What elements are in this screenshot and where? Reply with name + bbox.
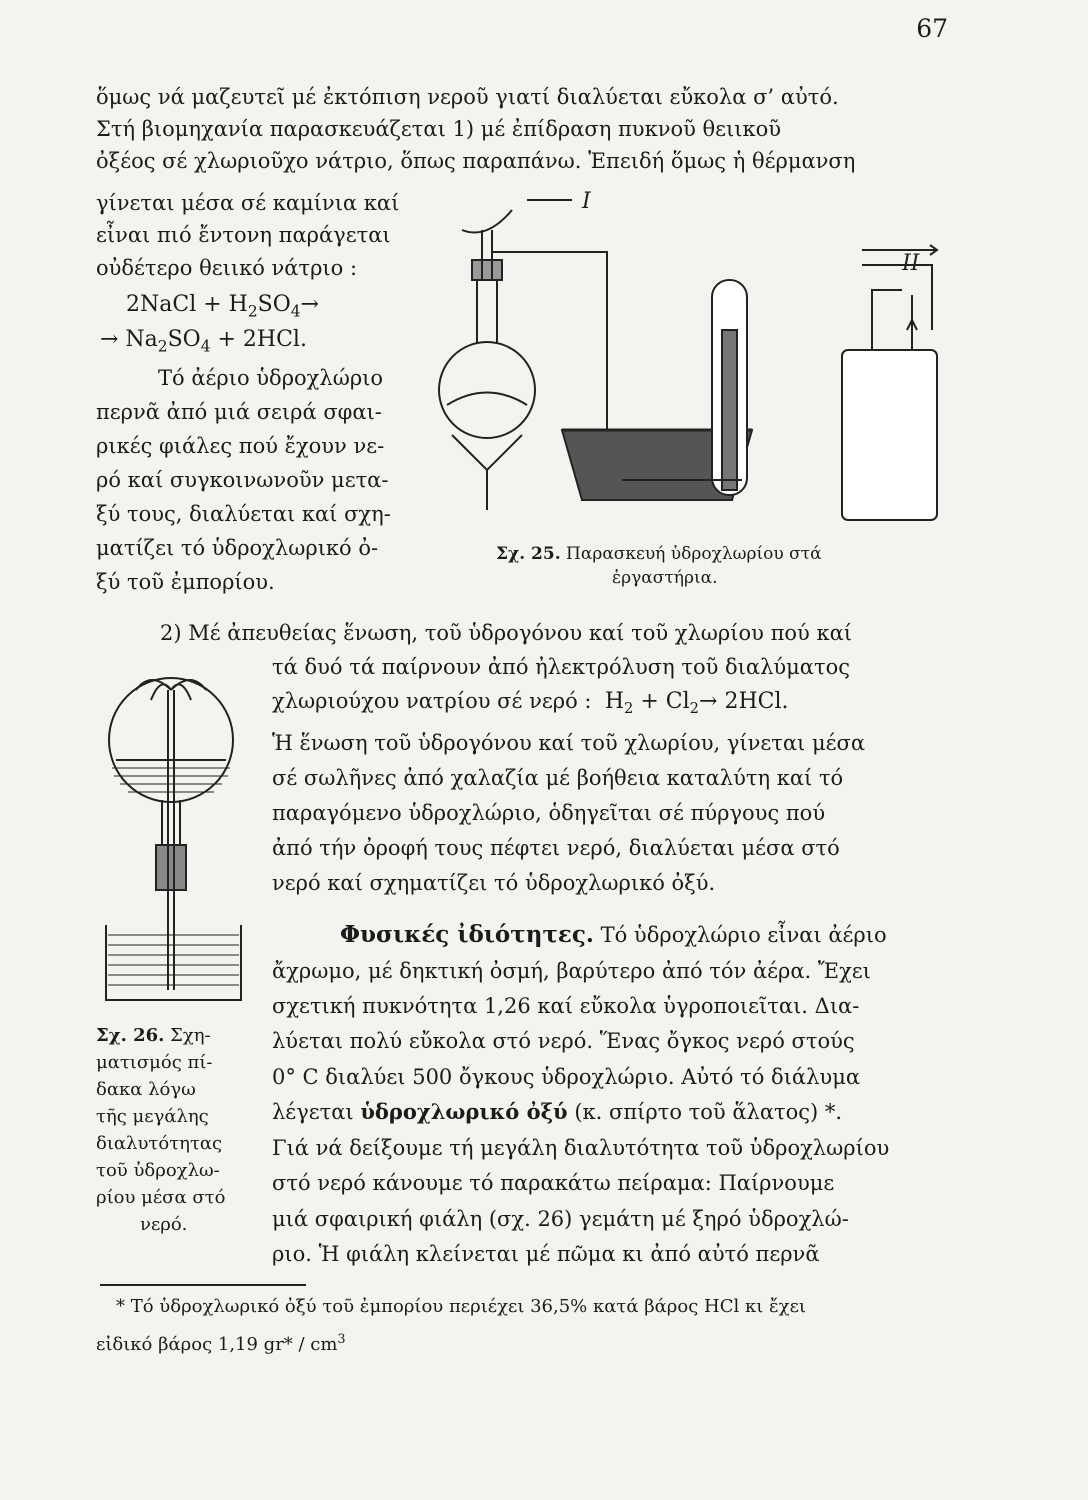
- body-line: παραγόμενο ὑδροχλώριο, ὁδηγεῖται σέ πύργους πού: [272, 801, 826, 825]
- body-line: ἀπό τήν ὀροφή τους πέφτει νερό, διαλύεται μέσα στό: [272, 836, 840, 860]
- figure-26-caption-line: ματισμός πί-: [96, 1052, 213, 1073]
- figure-26-caption-line: διαλυτότητας: [96, 1133, 223, 1154]
- body-line: ρικές φιάλες πού ἔχουν νε-: [96, 434, 385, 458]
- flask-stopper: [156, 845, 186, 890]
- body-line: εἶναι πιό ἔντονη παράγεται: [96, 223, 391, 247]
- body-line: ρό καί συγκοινωνοῦν μετα-: [96, 468, 389, 492]
- body-line: οὐδέτερο θειικό νάτριο :: [96, 256, 358, 280]
- equation-3: χλωριούχου νατρίου σέ νερό : $H_2 + Cl_2\to 2HCl$.: [272, 689, 789, 718]
- equation-2: → $Na_2SO_4 + 2HCl$.: [100, 327, 307, 356]
- figure-26-caption-line: τοῦ ὑδροχλω-: [96, 1160, 220, 1181]
- figure-25-apparatus: [432, 180, 952, 540]
- figure-26-fountain: [96, 660, 256, 1015]
- body-line: λύεται πολύ εὔκολα στό νερό. Ἕνας ὄγκος νερό στούς: [272, 1029, 855, 1053]
- body-line: ὅμως νά μαζευτεῖ μέ ἐκτόπιση νεροῦ γιατί διαλύεται εὔκολα σ’ αὐτό.: [96, 85, 839, 109]
- footnote-rule: [100, 1284, 306, 1286]
- body-line: Ἡ ἕνωση τοῦ ὑδρογόνου καί τοῦ χλωρίου, γίνεται μέσα: [272, 731, 866, 755]
- body-line: Στή βιομηχανία παρασκευάζεται 1) μέ ἐπίδραση πυκνοῦ θειικοῦ: [96, 117, 782, 141]
- body-line: Γιά νά δείξουμε τή μεγάλη διαλυτότητα τοῦ ὑδροχλωρίου: [272, 1136, 890, 1160]
- body-line: τά δυό τά παίρνουν ἀπό ἠλεκτρόλυση τοῦ διαλύματος: [272, 655, 851, 679]
- fig25-label-II: II: [902, 251, 920, 276]
- figure-26-caption-line: τῆς μεγάλης: [96, 1106, 209, 1127]
- figure-25-caption-line2: ἐργαστήρια.: [612, 568, 718, 588]
- figure-26-caption: Σχ. 26. Σχη-: [96, 1025, 211, 1046]
- body-line: σέ σωλῆνες ἀπό χαλαζία μέ βοήθεια καταλύτη καί τό: [272, 766, 844, 790]
- physical-properties-line: Φυσικές ἰδιότητες. Τό ὑδροχλώριο εἶναι ἀέριο: [340, 921, 887, 948]
- body-line: ριο. Ἡ φιάλη κλείνεται μέ πῶμα κι ἀπό αὐτό περνᾶ: [272, 1242, 820, 1266]
- gas-bottle: [842, 350, 937, 520]
- footnote-line2: εἰδικό βάρος 1,19 $gr* / cm^3$: [96, 1331, 346, 1355]
- body-line: 0° C διαλύει 500 ὄγκους ὑδροχλώριο. Αὐτό τό διάλυμα: [272, 1065, 861, 1089]
- body-line: περνᾶ ἀπό μιά σειρά σφαι-: [96, 400, 382, 424]
- body-line: στό νερό κάνουμε τό παρακάτω πείραμα: Παίρνουμε: [272, 1171, 835, 1195]
- body-line: ὀξέος σέ χλωριοῦχο νάτριο, ὅπως παραπάνω. Ἐπειδή ὅμως ἡ θέρμανση: [96, 149, 856, 173]
- body-line: νερό καί σχηματίζει τό ὑδροχλωρικό ὀξύ.: [272, 871, 716, 895]
- figure-26-caption-line: ρίου μέσα στό: [96, 1187, 226, 1208]
- spherical-flask: [109, 678, 233, 802]
- body-line: σχετική πυκνότητα 1,26 καί εὔκολα ὑγροποιεῖται. Δια-: [272, 994, 860, 1018]
- body-line: 2) Μέ ἀπευθείας ἕνωση, τοῦ ὑδρογόνου καί τοῦ χλωρίου πού καί: [160, 621, 853, 645]
- footnote: * Τό ὑδροχλωρικό ὀξύ τοῦ ἐμπορίου περιέχει 36,5% κατά βάρος HCl κι ἔχει: [116, 1296, 806, 1317]
- body-line: μιά σφαιρική φιάλη (σχ. 26) γεμάτη μέ ξηρό ὑδροχλώ-: [272, 1207, 849, 1231]
- body-line: ξύ τους, διαλύεται καί σχη-: [96, 502, 391, 526]
- fig25-label-I: I: [582, 189, 591, 214]
- round-flask: [439, 342, 535, 438]
- equation-1: 2NaCl + $H_2SO_4\to$: [126, 292, 319, 321]
- figure-25-caption: Σχ. 25. Παρασκευή ὑδροχλωρίου στά: [496, 544, 822, 564]
- page-number: 67: [916, 14, 948, 43]
- figure-26-caption-line: δακα λόγω: [96, 1079, 196, 1100]
- figure-26-caption-line: νερό.: [140, 1214, 188, 1235]
- body-line: λέγεται ὑδροχλωρικό ὀξύ (κ. σπίρτο τοῦ ἅλατος) *.: [272, 1099, 843, 1124]
- section-heading: Φυσικές ἰδιότητες.: [340, 921, 594, 948]
- body-line: ματίζει τό ὑδροχλωρικό ὀ-: [96, 536, 379, 560]
- body-line: ἄχρωμο, μέ δηκτική ὀσμή, βαρύτερο ἀπό τόν ἀέρα. Ἔχει: [272, 959, 871, 983]
- stopper: [472, 260, 502, 280]
- body-line: γίνεται μέσα σέ καμίνια καί: [96, 191, 400, 215]
- body-line: ξύ τοῦ ἐμπορίου.: [96, 570, 275, 594]
- body-line: Τό ἀέριο ὑδροχλώριο: [158, 366, 384, 390]
